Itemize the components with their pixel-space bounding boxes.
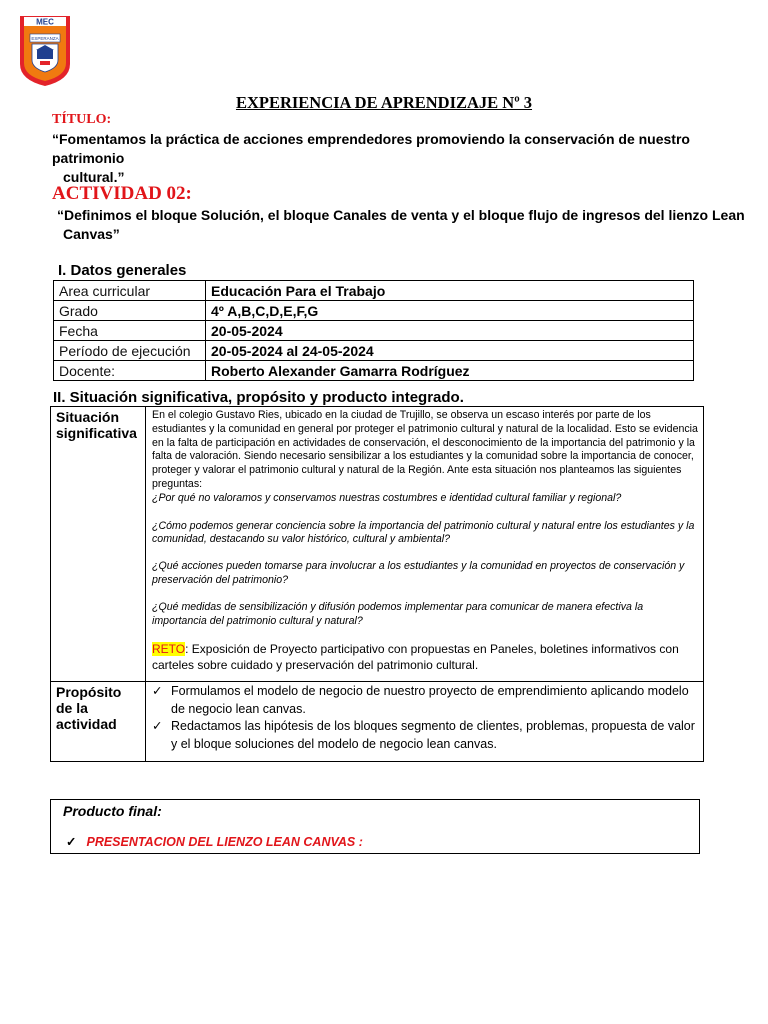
row-value: Roberto Alexander Gamarra Rodríguez <box>206 361 694 381</box>
producto-final-text: PRESENTACION DEL LIENZO LEAN CANVAS : <box>86 835 363 849</box>
table-row <box>51 407 704 682</box>
row-label: Area curricular <box>54 281 206 301</box>
proposito-label: Propósito de la actividad <box>51 682 146 762</box>
situacion-table <box>50 406 704 762</box>
row-value: Educación Para el Trabajo <box>206 281 694 301</box>
row-value: 20-05-2024 <box>206 321 694 341</box>
table-row <box>54 301 694 321</box>
datos-generales-table <box>53 280 694 381</box>
table-row <box>54 321 694 341</box>
row-value: 20-05-2024 al 24-05-2024 <box>206 341 694 361</box>
producto-final-item <box>66 834 363 849</box>
datos-generales-heading: I. Datos generales <box>58 262 187 279</box>
page-title: EXPERIENCIA DE APRENDIZAJE Nº 3 <box>235 93 533 112</box>
actividad-label: ACTIVIDAD 02: <box>52 183 192 204</box>
reto-paragraph <box>152 641 698 673</box>
question-4: ¿Qué medidas de sensibilización y difusión podemos implementar para comunicar de manera efectiva la importancia del patrimonio cultural y natural? <box>152 600 644 627</box>
check-icon: ✓ <box>152 684 163 699</box>
list-item <box>152 718 699 753</box>
table-row <box>54 281 694 301</box>
school-logo <box>18 14 72 88</box>
check-icon: ✓ <box>66 835 77 849</box>
row-label: Docente: <box>54 361 206 381</box>
row-label: Grado <box>54 301 206 321</box>
question-3: ¿Qué acciones pueden tomarse para involucrar a los estudiantes y la comunidad en proyectos de conservación y preservación del patrimonio? <box>152 560 685 586</box>
check-icon: ✓ <box>152 719 163 734</box>
proposito-item-text: Formulamos el modelo de negocio de nuestro proyecto de emprendimiento aplicando modelo de negocio lean canvas. <box>171 684 689 716</box>
table-row <box>54 341 694 361</box>
intro-text: En el colegio Gustavo Ries, ubicado en la ciudad de Trujillo, se observa un escaso interés por parte de los estudiantes y la comunidad en general por proteger el patrimonio cultural y natural de la localidad. Esto se evidencia en la falta de participación en actividades de conservación, el desconocimiento de la importancia del patrimonio y la falta de valoración. Siendo necesario sensibilizar a los estudiantes y la comunidad sobre la importancia de conocer, proteger y valorar el patrimonio cultural y natural de la Región. Ante esta situación nos planteamos las siguientes preguntas: <box>152 409 698 490</box>
situacion-content <box>146 407 704 682</box>
row-value: 4º A,B,C,D,E,F,G <box>206 301 694 321</box>
proposito-content <box>146 682 704 762</box>
titulo-label: TÍTULO: <box>52 112 112 127</box>
row-label: Período de ejecución <box>54 341 206 361</box>
proposito-item-text: Redactamos las hipótesis de los bloques segmento de clientes, problemas, propuesta de valor y el bloque soluciones del modelo de negocio lean canvas. <box>171 719 695 751</box>
actividad-line-1: “Definimos el bloque Solución, el bloque Canales de venta y el bloque flujo de ingresos del lienzo Lean <box>57 207 745 223</box>
titulo-line-2: cultural.” <box>63 169 125 185</box>
situacion-heading: II. Situación significativa, propósito y producto integrado. <box>53 389 464 406</box>
situacion-intro <box>152 409 698 506</box>
table-row <box>54 361 694 381</box>
list-item <box>152 683 699 718</box>
question-2: ¿Cómo podemos generar conciencia sobre la importancia del patrimonio cultural y natural entre los estudiantes y la comunidad, destacando su valor histórico, cultural y ambiental? <box>152 519 695 546</box>
table-row <box>51 682 704 762</box>
row-label: Fecha <box>54 321 206 341</box>
actividad-text <box>57 206 747 244</box>
logo-banner-text: ESPERANZA <box>31 36 59 41</box>
producto-final-title: Producto final: <box>63 803 162 819</box>
question-1: ¿Por qué no valoramos y conservamos nuestras costumbres e identidad cultural familiar y regional? <box>152 491 622 504</box>
situacion-label: Situación significativa <box>51 407 146 682</box>
logo-emblem-text: MEC <box>36 17 54 27</box>
titulo-text <box>52 130 742 187</box>
reto-label: RETO <box>152 642 186 657</box>
titulo-line-1: “Fomentamos la práctica de acciones emprendedores promoviendo la conservación de nuestro patrimonio <box>52 131 690 166</box>
reto-text: : Exposición de Proyecto participativo con propuestas en Paneles, boletines informativos con carteles sobre cuidado y preservación del patrimonio cultural. <box>152 642 679 673</box>
actividad-line-2: Canvas” <box>63 226 120 242</box>
